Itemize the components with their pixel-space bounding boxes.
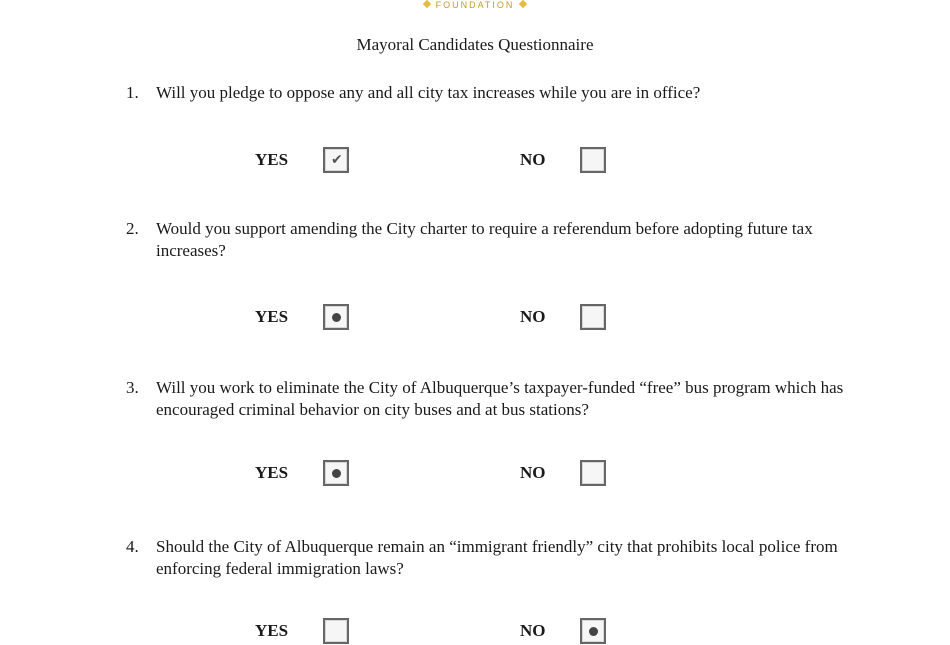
yes-label: YES	[255, 307, 289, 326]
no-label: NO	[520, 621, 546, 640]
right-diamond-icon	[519, 0, 527, 8]
yes-checkbox[interactable]	[323, 460, 349, 486]
yes-checkbox[interactable]	[323, 618, 349, 644]
question-number: 3.	[126, 378, 139, 397]
no-checkbox[interactable]	[580, 304, 606, 330]
question-text: Would you support amending the City charter to require a referendum before adopting future tax increases?	[156, 219, 813, 260]
no-checkbox[interactable]	[580, 147, 606, 173]
question-number: 2.	[126, 219, 139, 238]
logo-text: FOUNDATION	[435, 0, 515, 10]
no-label: NO	[520, 307, 546, 326]
no-checkbox[interactable]	[580, 618, 606, 644]
yes-label: YES	[255, 621, 289, 640]
no-label: NO	[520, 150, 546, 169]
yes-label: YES	[255, 150, 289, 169]
no-checkbox[interactable]	[580, 460, 606, 486]
no-label: NO	[520, 463, 546, 482]
question-text: Will you pledge to oppose any and all city tax increases while you are in office?	[156, 83, 701, 102]
document-title: Mayoral Candidates Questionnaire	[356, 35, 594, 54]
question-number: 4.	[126, 537, 139, 556]
yes-checkbox[interactable]	[323, 147, 349, 173]
foundation-logo	[0, 0, 950, 10]
yes-label: YES	[255, 463, 289, 482]
question-text: Should the City of Albuquerque remain an “immigrant friendly” city that prohibits local police from enforcing federal immigration laws?	[156, 537, 838, 578]
question-number: 1.	[126, 83, 139, 102]
left-diamond-icon	[422, 0, 430, 8]
yes-checkbox[interactable]	[323, 304, 349, 330]
question-text: Will you work to eliminate the City of Albuquerque’s taxpayer-funded “free” bus program which has encouraged criminal behavior on city buses and at bus stations?	[156, 378, 844, 419]
